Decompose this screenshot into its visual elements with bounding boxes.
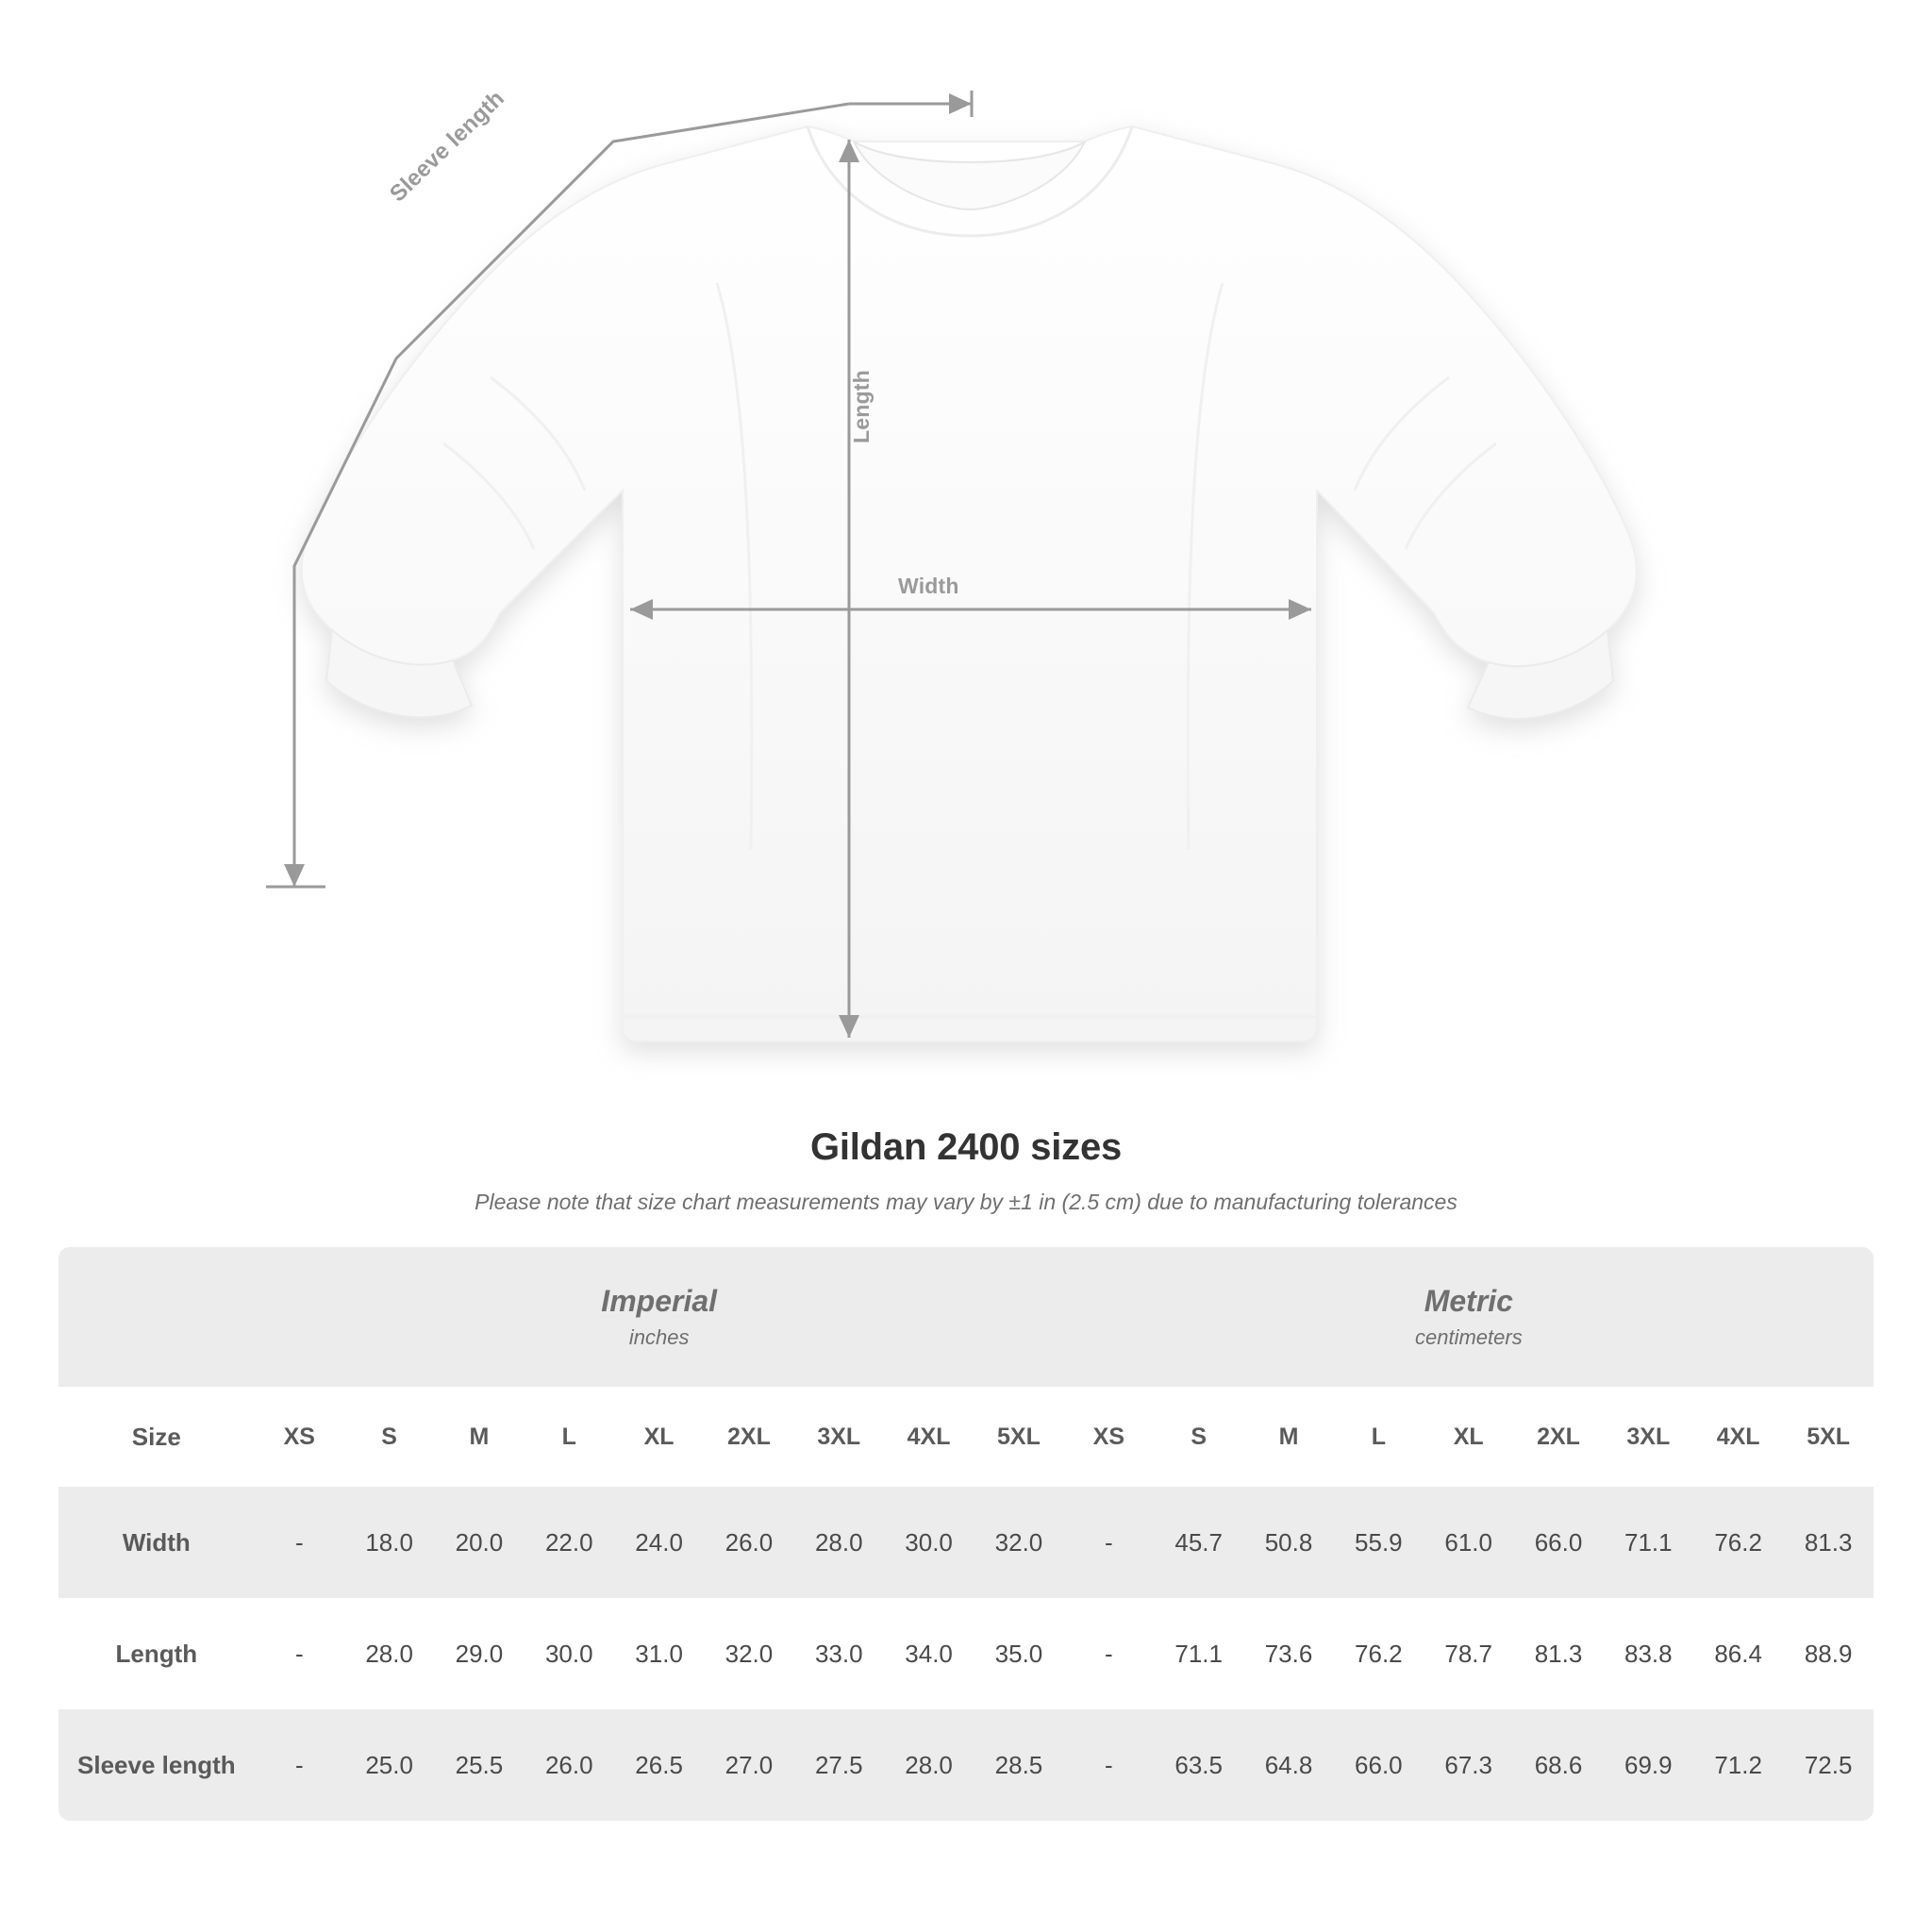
cell-width-imperial-m: 20.0 <box>434 1487 524 1598</box>
cell-sleeve-imperial-s: 25.0 <box>344 1709 434 1821</box>
unit-metric-sub: centimeters <box>1414 1325 1523 1350</box>
cell-width-imperial-xl: 24.0 <box>614 1487 704 1598</box>
cell-length-metric-5xl: 88.9 <box>1783 1598 1874 1709</box>
cell-length-imperial-xs: - <box>255 1598 344 1709</box>
cell-length-imperial-4xl: 34.0 <box>884 1598 974 1709</box>
cell-sleeve-metric-s: 63.5 <box>1154 1709 1243 1821</box>
length-dimension-label: Length <box>849 370 874 443</box>
cell-width-metric-s: 45.7 <box>1154 1487 1243 1598</box>
width-dimension-label: Width <box>898 574 959 598</box>
cell-width-imperial-xs: - <box>255 1487 344 1598</box>
size-header-imperial-m: M <box>434 1387 524 1487</box>
size-table <box>58 1247 1874 1821</box>
cell-length-metric-xl: 78.7 <box>1424 1598 1513 1709</box>
cell-length-imperial-5xl: 35.0 <box>974 1598 1063 1709</box>
cell-length-imperial-xl: 31.0 <box>614 1598 704 1709</box>
unit-group-imperial <box>255 1247 1064 1387</box>
cell-sleeve-metric-2xl: 68.6 <box>1513 1709 1603 1821</box>
cell-length-imperial-l: 30.0 <box>525 1598 614 1709</box>
cell-width-metric-l: 55.9 <box>1334 1487 1424 1598</box>
size-header-metric-xs: XS <box>1064 1387 1154 1487</box>
cell-width-metric-m: 50.8 <box>1243 1487 1333 1598</box>
cell-sleeve-metric-xl: 67.3 <box>1424 1709 1513 1821</box>
title-block <box>0 1126 1932 1215</box>
size-header-metric-m: M <box>1243 1387 1333 1487</box>
unit-metric-title: Metric <box>1424 1283 1513 1318</box>
size-header-imperial-s: S <box>344 1387 434 1487</box>
size-header-imperial-xs: XS <box>255 1387 344 1487</box>
unit-imperial-sub: inches <box>628 1325 690 1350</box>
size-header-metric-5xl: 5XL <box>1783 1387 1874 1487</box>
cell-width-metric-2xl: 66.0 <box>1513 1487 1603 1598</box>
cell-length-imperial-2xl: 32.0 <box>704 1598 793 1709</box>
size-header-imperial-4xl: 4XL <box>884 1387 974 1487</box>
unit-header-spacer <box>58 1247 255 1387</box>
cell-length-metric-xs: - <box>1064 1598 1154 1709</box>
size-header-imperial-l: L <box>525 1387 614 1487</box>
cell-width-imperial-3xl: 28.0 <box>794 1487 884 1598</box>
cell-width-imperial-5xl: 32.0 <box>974 1487 1063 1598</box>
cell-length-metric-s: 71.1 <box>1154 1598 1243 1709</box>
cell-sleeve-metric-5xl: 72.5 <box>1783 1709 1874 1821</box>
cell-width-imperial-2xl: 26.0 <box>704 1487 793 1598</box>
size-header-label: Size <box>58 1387 255 1487</box>
cell-sleeve-imperial-2xl: 27.0 <box>704 1709 793 1821</box>
cell-sleeve-imperial-m: 25.5 <box>434 1709 524 1821</box>
cell-sleeve-metric-m: 64.8 <box>1243 1709 1333 1821</box>
size-header-row <box>58 1387 1874 1487</box>
cell-sleeve-metric-4xl: 71.2 <box>1693 1709 1783 1821</box>
cell-sleeve-metric-xs: - <box>1064 1709 1154 1821</box>
size-header-imperial-5xl: 5XL <box>974 1387 1063 1487</box>
table-row <box>58 1709 1874 1821</box>
size-header-metric-2xl: 2XL <box>1513 1387 1603 1487</box>
cell-length-imperial-m: 29.0 <box>434 1598 524 1709</box>
unit-header-row <box>58 1247 1874 1387</box>
cell-width-imperial-s: 18.0 <box>344 1487 434 1598</box>
cell-width-metric-4xl: 76.2 <box>1693 1487 1783 1598</box>
row-label-length: Length <box>58 1598 255 1709</box>
cell-width-metric-xl: 61.0 <box>1424 1487 1513 1598</box>
cell-sleeve-imperial-5xl: 28.5 <box>974 1709 1063 1821</box>
cell-sleeve-metric-3xl: 69.9 <box>1604 1709 1693 1821</box>
size-header-imperial-2xl: 2XL <box>704 1387 793 1487</box>
row-label-sleeve-length: Sleeve length <box>58 1709 255 1821</box>
row-label-width: Width <box>58 1487 255 1598</box>
cell-length-imperial-3xl: 33.0 <box>794 1598 884 1709</box>
size-header-metric-s: S <box>1154 1387 1243 1487</box>
size-header-metric-l: L <box>1334 1387 1424 1487</box>
unit-group-metric <box>1064 1247 1874 1387</box>
table-row <box>58 1598 1874 1709</box>
size-header-metric-xl: XL <box>1424 1387 1513 1487</box>
size-header-metric-3xl: 3XL <box>1604 1387 1693 1487</box>
cell-length-metric-2xl: 81.3 <box>1513 1598 1603 1709</box>
size-table-container <box>58 1247 1874 1821</box>
cell-length-metric-l: 76.2 <box>1334 1598 1424 1709</box>
size-header-imperial-xl: XL <box>614 1387 704 1487</box>
cell-length-metric-3xl: 83.8 <box>1604 1598 1693 1709</box>
sleeve-length-dimension-label: Sleeve length <box>385 85 509 208</box>
unit-imperial-title: Imperial <box>601 1283 718 1318</box>
cell-sleeve-metric-l: 66.0 <box>1334 1709 1424 1821</box>
cell-sleeve-imperial-4xl: 28.0 <box>884 1709 974 1821</box>
cell-width-imperial-4xl: 30.0 <box>884 1487 974 1598</box>
cell-length-metric-4xl: 86.4 <box>1693 1598 1783 1709</box>
cell-width-metric-xs: - <box>1064 1487 1154 1598</box>
page-title: Gildan 2400 sizes <box>809 1126 1123 1168</box>
cell-width-metric-5xl: 81.3 <box>1783 1487 1874 1598</box>
cell-length-metric-m: 73.6 <box>1243 1598 1333 1709</box>
cell-sleeve-imperial-xl: 26.5 <box>614 1709 704 1821</box>
cell-sleeve-imperial-3xl: 27.5 <box>794 1709 884 1821</box>
size-header-imperial-3xl: 3XL <box>794 1387 884 1487</box>
cell-width-metric-3xl: 71.1 <box>1604 1487 1693 1598</box>
cell-width-imperial-l: 22.0 <box>525 1487 614 1598</box>
size-header-metric-4xl: 4XL <box>1693 1387 1783 1487</box>
cell-sleeve-imperial-l: 26.0 <box>525 1709 614 1821</box>
page-subtitle: Please note that size chart measurements may vary by ±1 in (2.5 cm) due to manufacturing tolerances <box>475 1190 1457 1214</box>
cell-length-imperial-s: 28.0 <box>344 1598 434 1709</box>
table-row <box>58 1487 1874 1598</box>
cell-sleeve-imperial-xs: - <box>255 1709 344 1821</box>
